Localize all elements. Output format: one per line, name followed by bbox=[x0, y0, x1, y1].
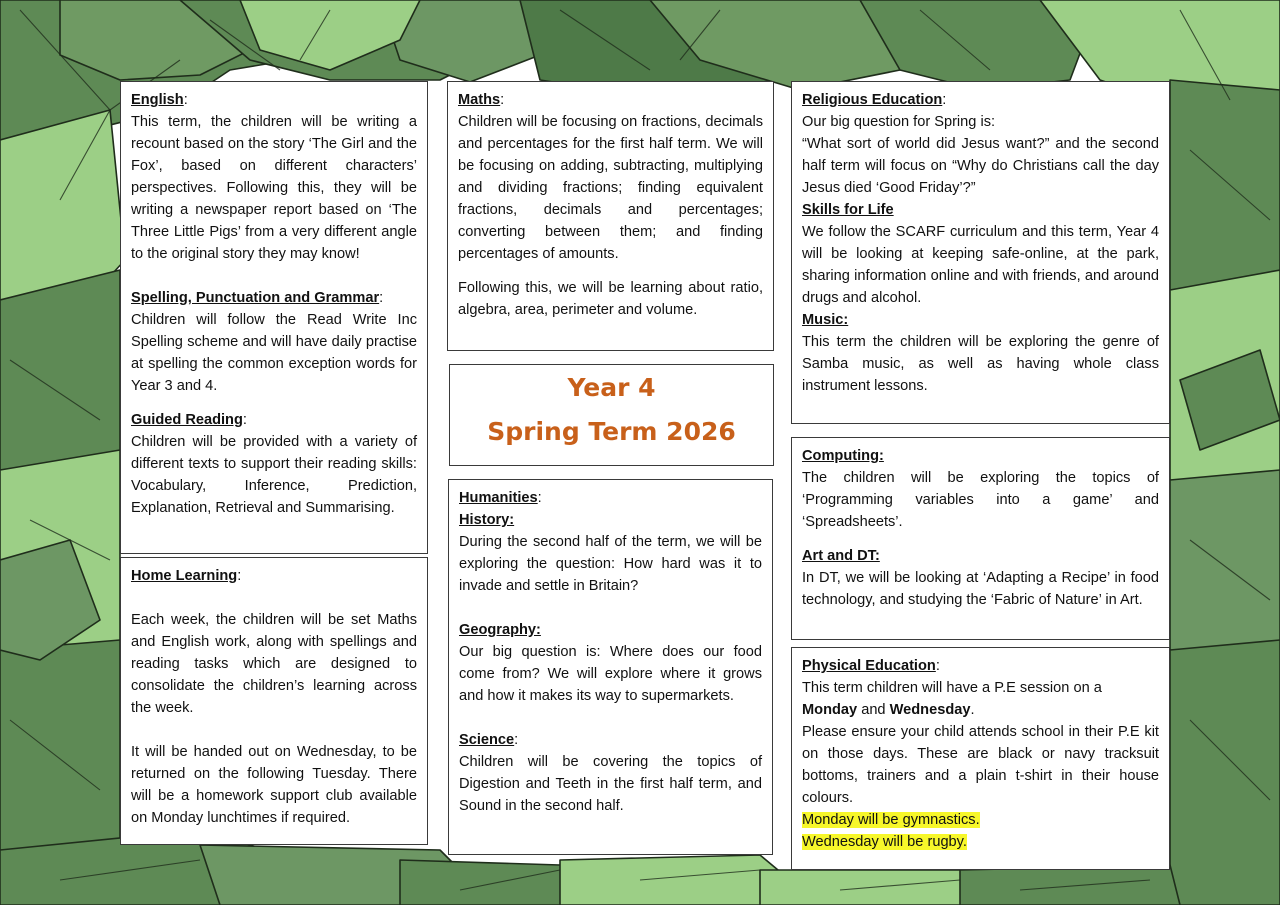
maths-panel: Maths: Children will be focusing on fractions, decimals and percentages for the first half term. We will be focusing on adding, subtracting, multiplying and dividing fractions; finding equivalent fractions, decimals and percentages; converting between them; and finding percentages of amounts. Following this, we will be learning about ratio, algebra, area, perimeter and volume. bbox=[447, 81, 774, 351]
music-heading: Music: bbox=[802, 312, 849, 328]
history-body: During the second half of the term, we will be exploring the question: How hard was it to invade and settle in Britain? bbox=[459, 534, 762, 594]
skills-for-life-heading: Skills for Life bbox=[802, 202, 894, 218]
pe-day1: Monday bbox=[802, 702, 858, 718]
guided-reading-heading: Guided Reading bbox=[131, 412, 243, 428]
title-term: Spring Term 2026 bbox=[487, 417, 736, 446]
art-dt-body: In DT, we will be looking at ‘Adapting a Recipe’ in food technology, and studying the ‘Fabric of Nature’ in Art. bbox=[802, 570, 1159, 608]
pe-note-rugby: Wednesday will be rugby. bbox=[802, 834, 967, 850]
computing-heading: Computing: bbox=[802, 448, 884, 464]
leaf-shape bbox=[960, 865, 1180, 905]
title-year: Year 4 bbox=[567, 373, 656, 402]
spag-heading: Spelling, Punctuation and Grammar bbox=[131, 290, 380, 306]
maths-para2: Following this, we will be learning about ratio, algebra, area, perimeter and volume. bbox=[458, 280, 763, 318]
re-heading: Religious Education bbox=[802, 92, 943, 108]
english-panel: English: This term, the children will be writing a recount based on the story ‘The Girl and the Fox’, based on different characters’ perspectives. Following this, they will be writing a newspaper report based on ‘The Three Little Pigs’ from a very different angle to the original story they may know! Spelling, Punctuation and Grammar: Children will follow the Read Write Inc Spelling scheme and will have daily practise at spelling the common exception words for Year 3 and 4. Guided Reading: Children will be provided with a variety of different texts to support their reading skills: Vocabulary, Inference, Prediction, Explanation, Retrieval and Summarising. bbox=[120, 81, 428, 554]
pe-intro: This term children will have a P.E session on a bbox=[802, 680, 1102, 696]
humanities-heading: Humanities bbox=[459, 490, 538, 506]
science-body: Children will be covering the topics of Digestion and Teeth in the first half term, and Sound in the second half. bbox=[459, 754, 762, 814]
spag-body: Children will follow the Read Write Inc Spelling scheme and will have daily practise at spelling the common exception words for Year 3 and 4. bbox=[131, 312, 417, 394]
maths-heading: Maths bbox=[458, 92, 501, 108]
title-panel bbox=[449, 364, 774, 466]
home-learning-panel: Home Learning: Each week, the children will be set Maths and English work, along with spellings and reading tasks which are designed to consolidate the children’s learning across the week. It will be handed out on Wednesday, to be returned on the following Tuesday. There will be a homework support club available on Monday lunchtimes if required. bbox=[120, 557, 428, 845]
pe-day2: Wednesday bbox=[889, 702, 971, 718]
re-panel: Religious Education: Our big question for Spring is: “What sort of world did Jesus want?” and the second half term will focus on “Why do Christians call the day Jesus died ‘Good Friday’?” Skills for Life We follow the SCARF curriculum and this term, Year 4 will be looking at keeping safe-online, at the park, sharing information online and with friends, and around drugs and alcohol. Music: This term the children will be exploring the genre of Samba music, as well as having whole class instrument lessons. bbox=[791, 81, 1170, 424]
computing-body: The children will be exploring the topics of ‘Programming variables into a game’ and ‘Spreadsheets’. bbox=[802, 470, 1159, 530]
home-learning-para1: Each week, the children will be set Maths and English work, along with spellings and reading tasks which are designed to consolidate the children’s learning across the week. bbox=[131, 612, 417, 716]
geography-body: Our big question is: Where does our food come from? We will explore where it grows and how it makes its way to supermarkets. bbox=[459, 644, 762, 704]
english-heading: English bbox=[131, 92, 184, 108]
pe-heading: Physical Education bbox=[802, 658, 936, 674]
history-heading: History: bbox=[459, 512, 515, 528]
pe-note-gymnastics: Monday will be gymnastics. bbox=[802, 812, 980, 828]
art-dt-heading: Art and DT: bbox=[802, 548, 880, 564]
maths-para1: Children will be focusing on fractions, decimals and percentages for the first half term. We will be focusing on adding, subtracting, multiplying and dividing fractions; finding equivalent fractions, decimals and percentages; converting between them; and finding percentages of amounts. bbox=[458, 114, 763, 262]
english-body: This term, the children will be writing a recount based on the story ‘The Girl and the Fox’, based on different characters’ perspectives. Following this, they will be writing a newspaper report based on ‘The Three Little Pigs’ from a very different angle to the original story they may know! bbox=[131, 114, 417, 262]
geography-heading: Geography: bbox=[459, 622, 541, 638]
skills-for-life-body: We follow the SCARF curriculum and this term, Year 4 will be looking at keeping safe-online, at the park, sharing information online and with friends, and around drugs and alcohol. bbox=[802, 224, 1159, 306]
home-learning-heading: Home Learning bbox=[131, 568, 238, 584]
re-body: “What sort of world did Jesus want?” and the second half term will focus on “Why do Christians call the day Jesus died ‘Good Friday’?” bbox=[802, 136, 1159, 196]
pe-panel: Physical Education: This term children will have a P.E session on a Monday and Wednesday. Please ensure your child attends school in their P.E kit on those days. These are black or navy tracksuit bottoms, trainers and a plain t-shirt in their house colours. Monday will be gymnastics. Wednesday will be rugby. bbox=[791, 647, 1170, 870]
music-body: This term the children will be exploring the genre of Samba music, as well as having whole class instrument lessons. bbox=[802, 334, 1159, 394]
pe-kit: Please ensure your child attends school in their P.E kit on those days. These are black or navy tracksuit bottoms, trainers and a plain t-shirt in their house colours. bbox=[802, 724, 1159, 806]
home-learning-para2: It will be handed out on Wednesday, to be returned on the following Tuesday. There will be a homework support club available on Monday lunchtimes if required. bbox=[131, 744, 417, 826]
leaf-shape bbox=[1170, 640, 1280, 905]
science-heading: Science bbox=[459, 732, 515, 748]
guided-reading-body: Children will be provided with a variety of different texts to support their reading skills: Vocabulary, Inference, Prediction, Explanation, Retrieval and Summarising. bbox=[131, 434, 417, 516]
re-line1: Our big question for Spring is: bbox=[802, 114, 996, 130]
computing-panel bbox=[791, 437, 1170, 640]
humanities-panel: Humanities: History: During the second half of the term, we will be exploring the question: How hard was it to invade and settle in Britain? Geography: Our big question is: Where does our food come from? We will explore where it grows and how it makes its way to supermarkets. Science: Children will be covering the topics of Digestion and Teeth in the first half term, and Sound in the second half. bbox=[448, 479, 773, 855]
